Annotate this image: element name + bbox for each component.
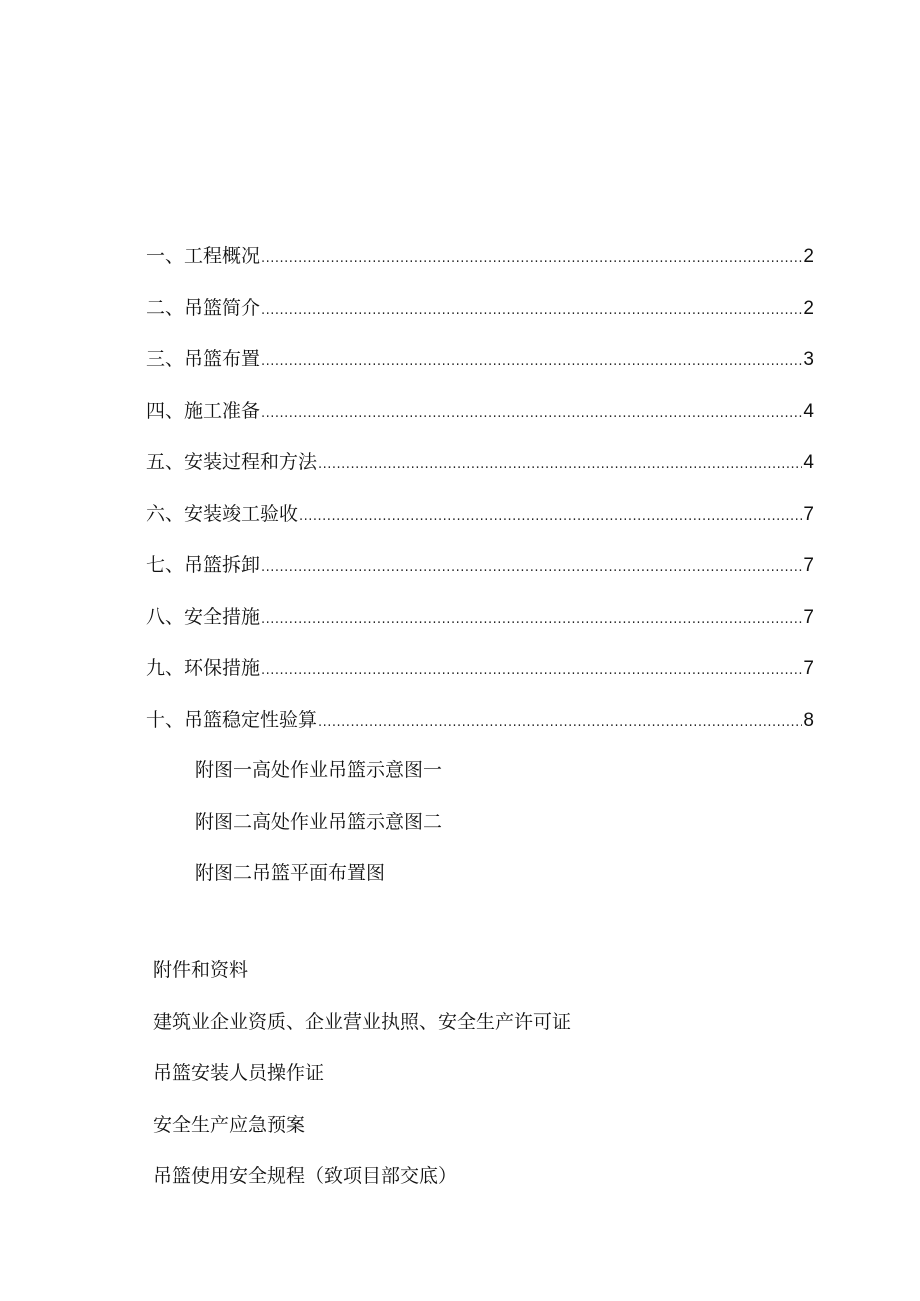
toc-entry-label: 三、吊篮布置 bbox=[146, 348, 261, 370]
toc-entry[interactable] bbox=[146, 341, 814, 393]
attachment-item: 建筑业企业资质、企业营业执照、安全生产许可证 bbox=[153, 1010, 572, 1033]
attachment-list bbox=[153, 952, 571, 1210]
toc-entry-page: 4 bbox=[803, 400, 814, 422]
table-of-contents bbox=[146, 238, 814, 753]
toc-leader-dots bbox=[318, 705, 802, 741]
toc-entry-page: 2 bbox=[803, 297, 814, 319]
toc-entry[interactable] bbox=[146, 444, 814, 496]
toc-entry-label: 八、安全措施 bbox=[146, 605, 261, 628]
toc-entry-page: 7 bbox=[803, 555, 814, 576]
figure-item: 附图二高处作业吊篮示意图二 bbox=[195, 810, 443, 833]
toc-entry[interactable] bbox=[146, 496, 814, 548]
toc-leader-dots bbox=[299, 499, 802, 535]
toc-entry-label: 六、安装竣工验收 bbox=[146, 502, 299, 525]
toc-leader-dots bbox=[261, 241, 802, 277]
toc-entry-label: 二、吊篮简介 bbox=[146, 296, 261, 319]
toc-entry[interactable] bbox=[146, 650, 814, 702]
toc-entry-label: 七、吊篮拆卸 bbox=[146, 554, 261, 576]
toc-leader-dots bbox=[261, 396, 802, 432]
toc-entry-page: 7 bbox=[803, 503, 814, 525]
toc-leader-dots bbox=[261, 653, 802, 689]
toc-entry-label: 十、吊篮稳定性验算 bbox=[146, 708, 318, 731]
toc-leader-dots bbox=[318, 447, 802, 483]
toc-entry[interactable] bbox=[146, 238, 814, 290]
attachment-heading: 附件和资料 bbox=[153, 959, 249, 981]
toc-entry[interactable] bbox=[146, 393, 814, 445]
toc-leader-dots bbox=[261, 344, 802, 380]
toc-entry-label: 九、环保措施 bbox=[146, 657, 261, 679]
toc-entry-page: 4 bbox=[803, 452, 814, 473]
toc-leader-dots bbox=[261, 550, 802, 586]
toc-entry[interactable] bbox=[146, 599, 814, 651]
toc-entry-page: 2 bbox=[803, 246, 814, 267]
attachment-item: 吊篮安装人员操作证 bbox=[153, 1062, 325, 1084]
toc-entry-label: 四、施工准备 bbox=[146, 399, 261, 422]
toc-entry-label: 五、安装过程和方法 bbox=[146, 451, 318, 473]
figure-item: 附图二吊篮平面布置图 bbox=[195, 862, 386, 884]
toc-entry-label: 一、工程概况 bbox=[146, 245, 261, 267]
toc-entry-page: 3 bbox=[803, 349, 814, 370]
figure-item: 附图一高处作业吊篮示意图一 bbox=[195, 759, 443, 781]
attachment-item: 吊篮使用安全规程（致项目部交底） bbox=[153, 1165, 458, 1187]
toc-leader-dots bbox=[261, 293, 802, 329]
attachment-item: 安全生产应急预案 bbox=[153, 1113, 306, 1136]
figure-list bbox=[195, 752, 442, 907]
toc-entry[interactable] bbox=[146, 290, 814, 342]
toc-entry-page: 7 bbox=[803, 658, 814, 679]
toc-entry[interactable] bbox=[146, 547, 814, 599]
toc-entry[interactable] bbox=[146, 702, 814, 754]
toc-leader-dots bbox=[261, 602, 802, 638]
toc-entry-page: 8 bbox=[803, 709, 814, 731]
toc-entry-page: 7 bbox=[803, 606, 814, 628]
